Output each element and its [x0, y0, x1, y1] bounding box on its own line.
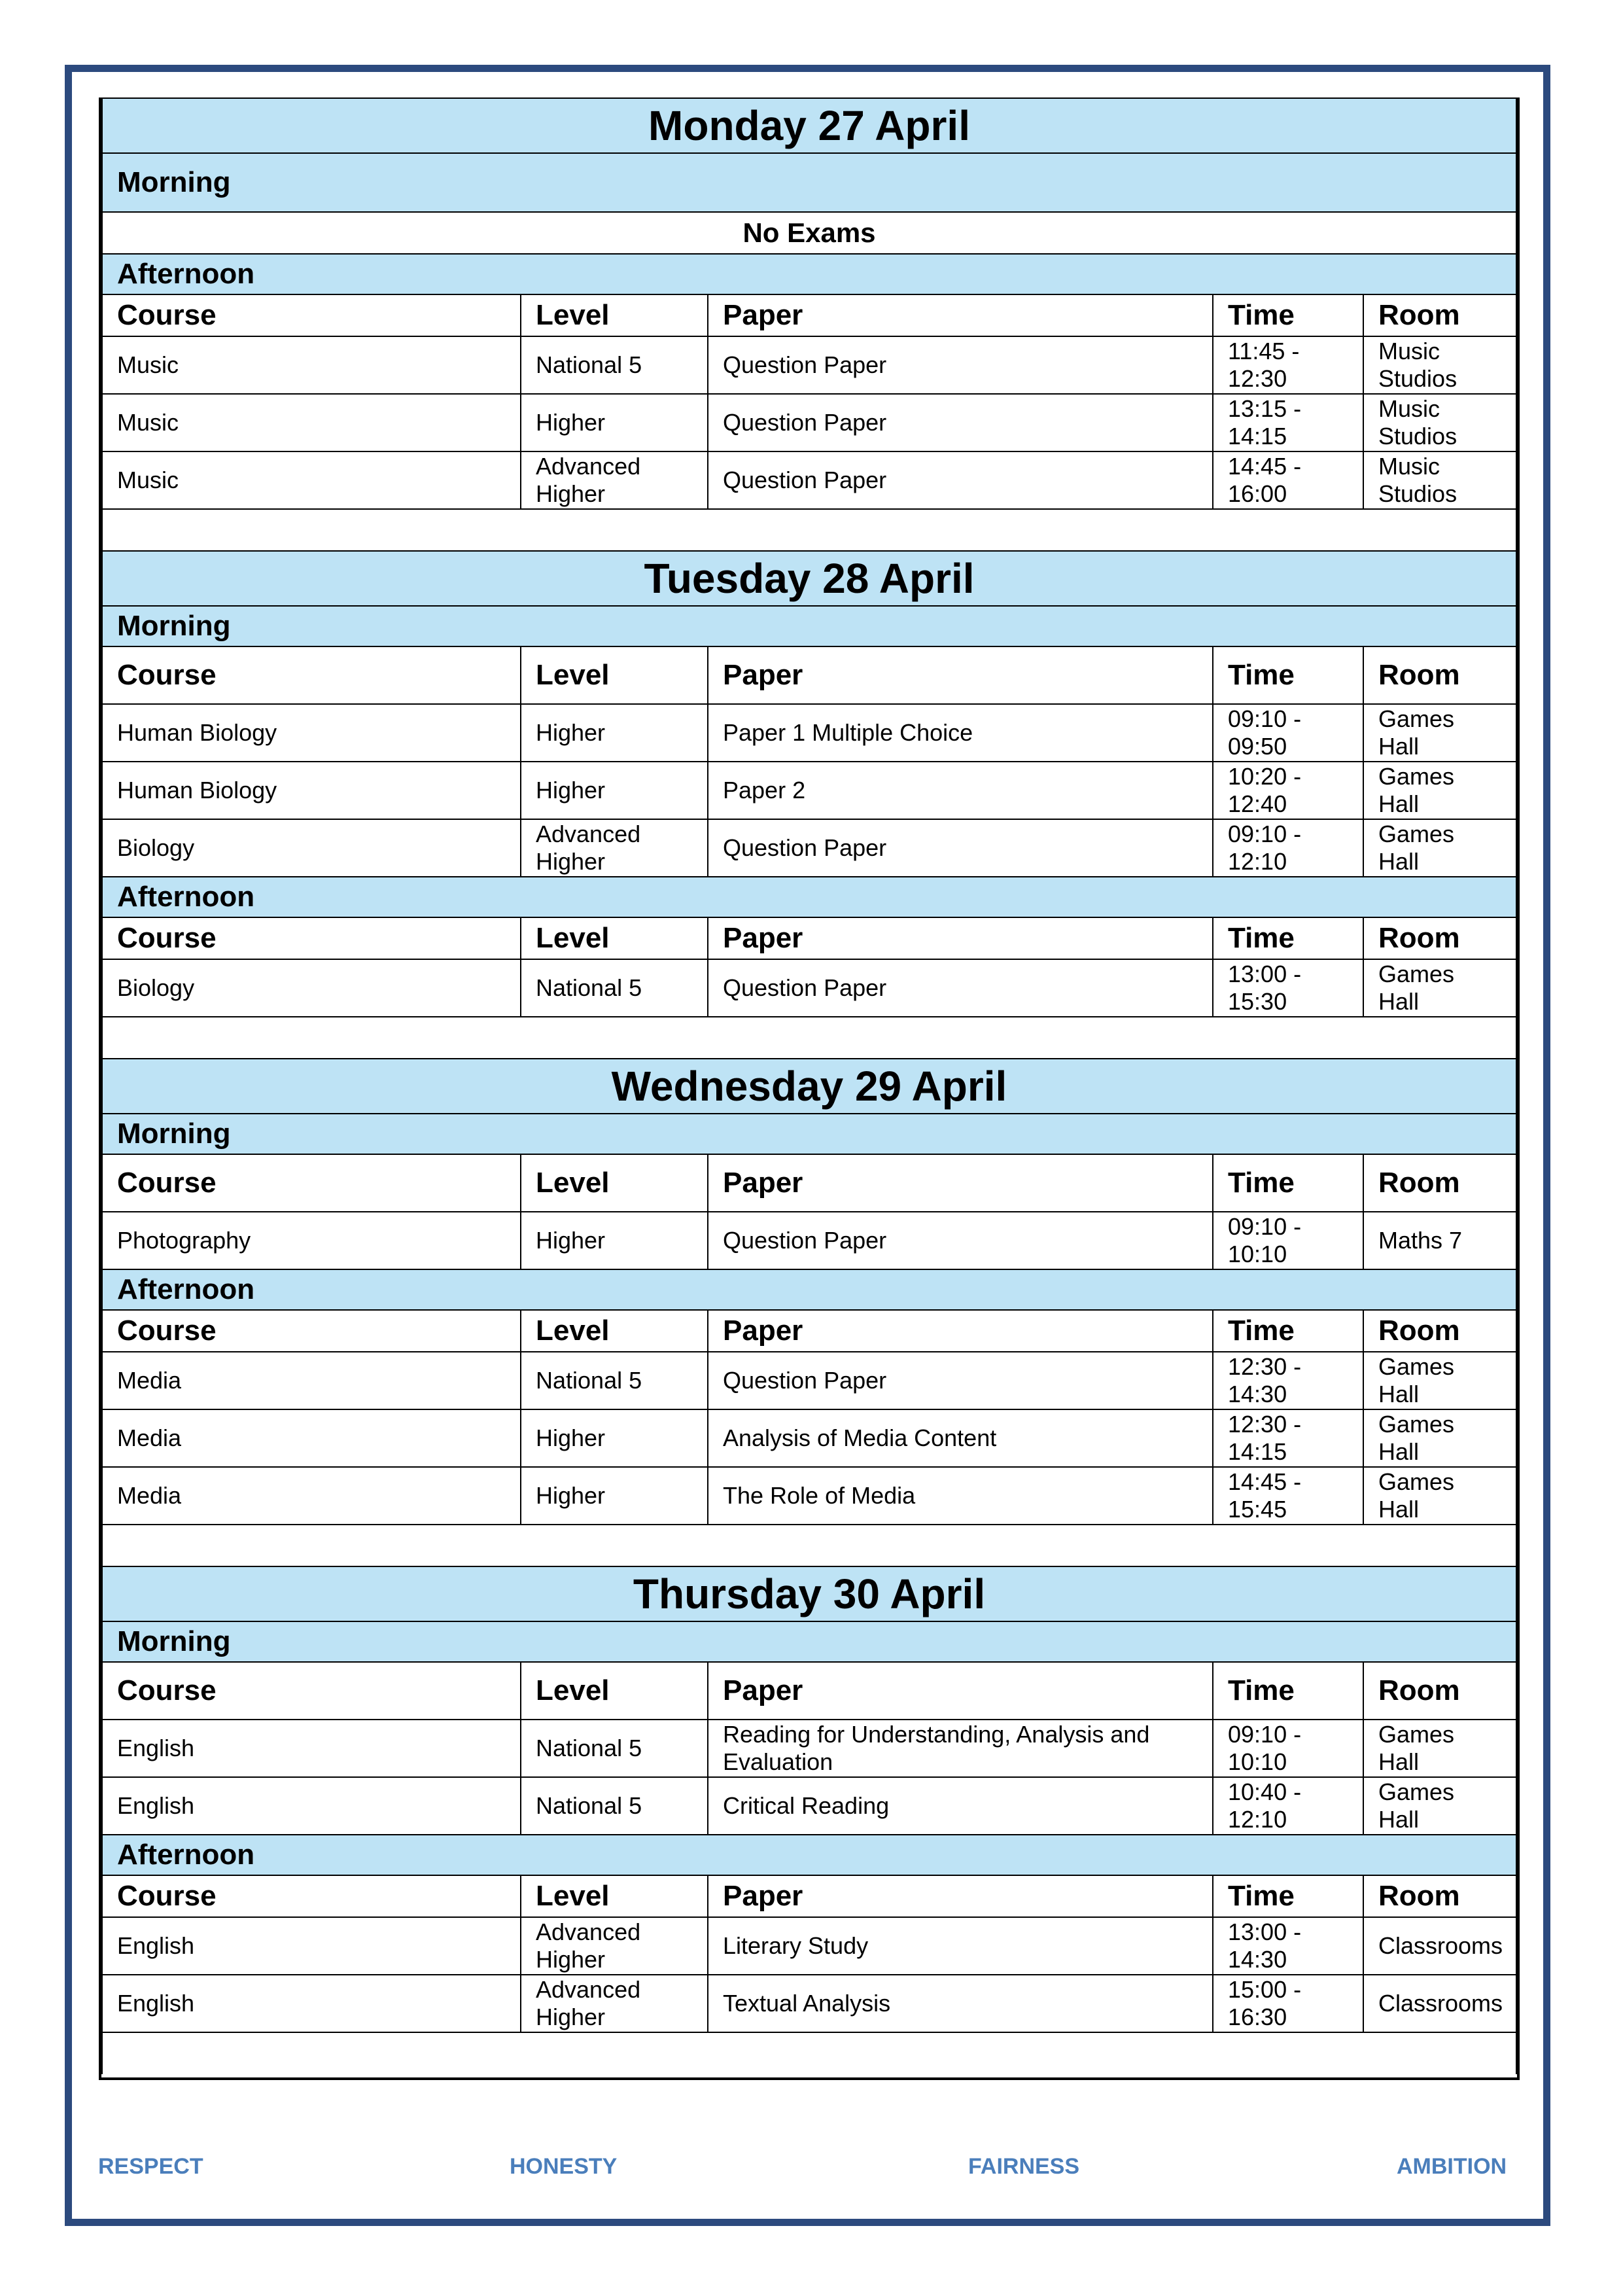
column-header-room: Room — [1363, 646, 1516, 704]
column-header-course: Course — [102, 917, 521, 959]
column-header-level: Level — [521, 1662, 708, 1720]
footer-value-honesty: HONESTY — [510, 2154, 618, 2179]
morning-session-label: Morning — [102, 1114, 1516, 1154]
exam-course: Media — [102, 1352, 521, 1409]
column-header-room: Room — [1363, 1662, 1516, 1720]
exam-row — [102, 336, 1516, 394]
afternoon-session-label: Afternoon — [102, 1835, 1516, 1875]
day-spacer-row — [102, 509, 1516, 551]
exam-room: Games Hall — [1363, 959, 1516, 1017]
exam-paper: Critical Reading — [708, 1777, 1213, 1835]
exam-level: National 5 — [521, 1352, 708, 1409]
column-header-paper: Paper — [708, 294, 1213, 336]
column-header-time: Time — [1213, 1662, 1363, 1720]
exam-course: Music — [102, 394, 521, 451]
column-header-level: Level — [521, 917, 708, 959]
exam-level: National 5 — [521, 336, 708, 394]
exam-time: 14:45 - 15:45 — [1213, 1467, 1363, 1525]
column-header-time: Time — [1213, 1310, 1363, 1352]
day-spacer-row — [102, 2032, 1516, 2074]
exam-level: Advanced Higher — [521, 1917, 708, 1975]
exam-time: 09:10 - 10:10 — [1213, 1212, 1363, 1269]
column-header-room: Room — [1363, 1154, 1516, 1212]
exam-course: English — [102, 1720, 521, 1777]
exam-row — [102, 762, 1516, 819]
day-heading-row — [102, 1059, 1516, 1114]
column-header-row — [102, 1154, 1516, 1212]
exam-course: Media — [102, 1467, 521, 1525]
exam-paper: Question Paper — [708, 959, 1213, 1017]
column-header-room: Room — [1363, 294, 1516, 336]
morning-session-row — [102, 1621, 1516, 1662]
morning-session-row — [102, 1114, 1516, 1154]
column-header-room: Room — [1363, 1875, 1516, 1917]
exam-level: National 5 — [521, 1720, 708, 1777]
day-heading-row — [102, 1566, 1516, 1621]
exam-row — [102, 959, 1516, 1017]
exam-course: Biology — [102, 959, 521, 1017]
column-header-time: Time — [1213, 1154, 1363, 1212]
afternoon-session-label: Afternoon — [102, 254, 1516, 294]
exam-level: Advanced Higher — [521, 1975, 708, 2032]
exam-time: 14:45 - 16:00 — [1213, 451, 1363, 509]
exam-row — [102, 451, 1516, 509]
column-header-paper: Paper — [708, 1662, 1213, 1720]
column-header-paper: Paper — [708, 646, 1213, 704]
exam-room: Music Studios — [1363, 336, 1516, 394]
exam-course: Music — [102, 451, 521, 509]
column-header-course: Course — [102, 1662, 521, 1720]
exam-course: English — [102, 1975, 521, 2032]
spacer-cell — [102, 1525, 1516, 1566]
exam-paper: Analysis of Media Content — [708, 1409, 1213, 1467]
exam-course: English — [102, 1917, 521, 1975]
column-header-time: Time — [1213, 646, 1363, 704]
column-header-time: Time — [1213, 917, 1363, 959]
exam-row — [102, 1917, 1516, 1975]
column-header-row — [102, 294, 1516, 336]
exam-row — [102, 1777, 1516, 1835]
exam-level: Higher — [521, 704, 708, 762]
footer-value-respect: RESPECT — [98, 2154, 203, 2179]
column-header-row — [102, 1662, 1516, 1720]
exam-time: 10:20 - 12:40 — [1213, 762, 1363, 819]
exam-row — [102, 1212, 1516, 1269]
exam-paper: Paper 2 — [708, 762, 1213, 819]
column-header-level: Level — [521, 1154, 708, 1212]
exam-time: 13:00 - 14:30 — [1213, 1917, 1363, 1975]
column-header-course: Course — [102, 1875, 521, 1917]
exam-course: Media — [102, 1409, 521, 1467]
column-header-level: Level — [521, 646, 708, 704]
column-header-paper: Paper — [708, 917, 1213, 959]
morning-session-label: Morning — [102, 606, 1516, 646]
exam-level: Advanced Higher — [521, 819, 708, 877]
exam-row — [102, 1409, 1516, 1467]
exam-level: Advanced Higher — [521, 451, 708, 509]
afternoon-session-row — [102, 254, 1516, 294]
footer-value-ambition: AMBITION — [1397, 2154, 1507, 2179]
exam-room: Classrooms — [1363, 1917, 1516, 1975]
column-header-paper: Paper — [708, 1154, 1213, 1212]
exam-time: 12:30 - 14:15 — [1213, 1409, 1363, 1467]
column-header-row — [102, 917, 1516, 959]
exam-time: 15:00 - 16:30 — [1213, 1975, 1363, 2032]
day-heading-row — [102, 98, 1516, 153]
exam-paper: Question Paper — [708, 1352, 1213, 1409]
exam-room: Games Hall — [1363, 1409, 1516, 1467]
afternoon-session-row — [102, 1269, 1516, 1310]
exam-course: Human Biology — [102, 762, 521, 819]
exam-course: Human Biology — [102, 704, 521, 762]
exam-room: Games Hall — [1363, 762, 1516, 819]
exam-paper: Paper 1 Multiple Choice — [708, 704, 1213, 762]
spacer-cell — [102, 509, 1516, 551]
morning-session-row — [102, 606, 1516, 646]
exam-course: Biology — [102, 819, 521, 877]
exam-room: Games Hall — [1363, 1720, 1516, 1777]
exam-room: Music Studios — [1363, 451, 1516, 509]
column-header-course: Course — [102, 646, 521, 704]
exam-room: Games Hall — [1363, 704, 1516, 762]
exam-time: 13:15 - 14:15 — [1213, 394, 1363, 451]
exam-time: 09:10 - 10:10 — [1213, 1720, 1363, 1777]
exam-room: Games Hall — [1363, 1777, 1516, 1835]
day-title: Wednesday 29 April — [102, 1059, 1516, 1114]
column-header-paper: Paper — [708, 1310, 1213, 1352]
exam-time: 09:10 - 09:50 — [1213, 704, 1363, 762]
timetable-table — [101, 97, 1517, 2074]
exam-row — [102, 1352, 1516, 1409]
column-header-level: Level — [521, 294, 708, 336]
column-header-row — [102, 646, 1516, 704]
exam-course: Music — [102, 336, 521, 394]
exam-time: 12:30 - 14:30 — [1213, 1352, 1363, 1409]
column-header-course: Course — [102, 1310, 521, 1352]
spacer-cell — [102, 1017, 1516, 1059]
exam-level: Higher — [521, 1409, 708, 1467]
exam-room: Games Hall — [1363, 1352, 1516, 1409]
day-heading-row — [102, 551, 1516, 606]
column-header-level: Level — [521, 1310, 708, 1352]
column-header-room: Room — [1363, 1310, 1516, 1352]
column-header-course: Course — [102, 1154, 521, 1212]
exam-paper: Question Paper — [708, 451, 1213, 509]
afternoon-session-label: Afternoon — [102, 877, 1516, 917]
exam-level: Higher — [521, 762, 708, 819]
column-header-level: Level — [521, 1875, 708, 1917]
exam-room: Games Hall — [1363, 819, 1516, 877]
column-header-paper: Paper — [708, 1875, 1213, 1917]
day-spacer-row — [102, 1017, 1516, 1059]
column-header-time: Time — [1213, 294, 1363, 336]
exam-level: National 5 — [521, 1777, 708, 1835]
day-title: Monday 27 April — [102, 98, 1516, 153]
exam-paper: Question Paper — [708, 336, 1213, 394]
exam-row — [102, 1975, 1516, 2032]
morning-session-row — [102, 153, 1516, 212]
exam-timetable — [99, 97, 1520, 2080]
exam-time: 13:00 - 15:30 — [1213, 959, 1363, 1017]
exam-room: Games Hall — [1363, 1467, 1516, 1525]
exam-row — [102, 1720, 1516, 1777]
column-header-room: Room — [1363, 917, 1516, 959]
exam-room: Music Studios — [1363, 394, 1516, 451]
exam-time: 09:10 - 12:10 — [1213, 819, 1363, 877]
spacer-cell — [102, 2032, 1516, 2074]
exam-paper: The Role of Media — [708, 1467, 1213, 1525]
exam-room: Classrooms — [1363, 1975, 1516, 2032]
column-header-row — [102, 1875, 1516, 1917]
exam-level: National 5 — [521, 959, 708, 1017]
afternoon-session-label: Afternoon — [102, 1269, 1516, 1310]
exam-level: Higher — [521, 1212, 708, 1269]
column-header-row — [102, 1310, 1516, 1352]
exam-paper: Reading for Understanding, Analysis and Evaluation — [708, 1720, 1213, 1777]
footer-value-fairness: FAIRNESS — [968, 2154, 1080, 2179]
exam-paper: Literary Study — [708, 1917, 1213, 1975]
column-header-course: Course — [102, 294, 521, 336]
exam-paper: Question Paper — [708, 1212, 1213, 1269]
afternoon-session-row — [102, 877, 1516, 917]
no-exams-note: No Exams — [102, 212, 1516, 254]
exam-row — [102, 704, 1516, 762]
exam-time: 10:40 - 12:10 — [1213, 1777, 1363, 1835]
exam-paper: Question Paper — [708, 394, 1213, 451]
day-title: Thursday 30 April — [102, 1566, 1516, 1621]
exam-row — [102, 819, 1516, 877]
exam-row — [102, 394, 1516, 451]
exam-course: Photography — [102, 1212, 521, 1269]
column-header-time: Time — [1213, 1875, 1363, 1917]
morning-session-label: Morning — [102, 153, 1516, 212]
exam-level: Higher — [521, 394, 708, 451]
exam-row — [102, 1467, 1516, 1525]
day-title: Tuesday 28 April — [102, 551, 1516, 606]
exam-room: Maths 7 — [1363, 1212, 1516, 1269]
afternoon-session-row — [102, 1835, 1516, 1875]
exam-paper: Question Paper — [708, 819, 1213, 877]
exam-time: 11:45 - 12:30 — [1213, 336, 1363, 394]
morning-session-label: Morning — [102, 1621, 1516, 1662]
exam-level: Higher — [521, 1467, 708, 1525]
exam-course: English — [102, 1777, 521, 1835]
exam-paper: Textual Analysis — [708, 1975, 1213, 2032]
no-exams-row — [102, 212, 1516, 254]
day-spacer-row — [102, 1525, 1516, 1566]
